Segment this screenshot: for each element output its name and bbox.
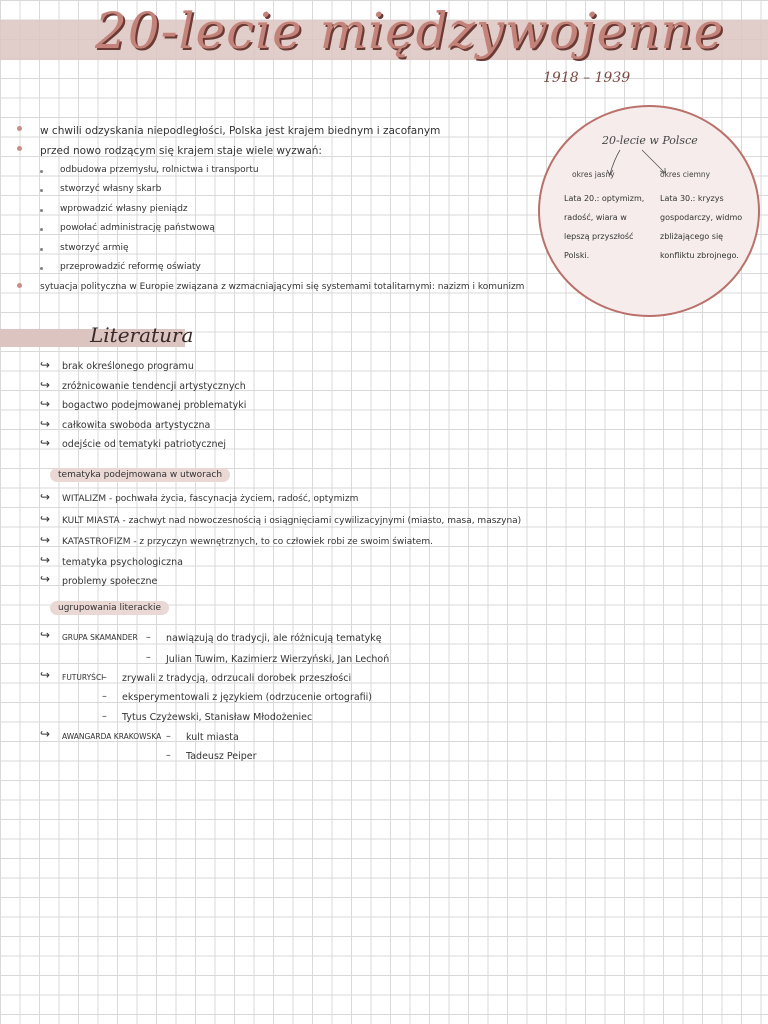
challenge-item: stworzyć własny skarb [60, 184, 162, 194]
feature-item: zróżnicowanie tendencji artystycznych [62, 381, 246, 392]
light-line: Lata 20.: optymizm, [564, 194, 645, 203]
challenge-item: wprowadzić własny pieniądz [60, 204, 188, 214]
dash: – [166, 750, 171, 761]
light-period-label: okres jasny [572, 170, 615, 179]
group-line: eksperymentowali z językiem (odrzucenie ortografii) [122, 692, 373, 703]
theme-item: KATASTROFIZM - z przyczyn wewnętrznych, to co człowiek robi ze swoim światem. [62, 537, 433, 547]
group-line: Tytus Czyżewski, Stanisław Młodożeniec [122, 712, 313, 723]
light-period-text [564, 189, 644, 265]
dark-line: Lata 30.: kryzys [660, 194, 724, 203]
arrow-icon: ↪ [40, 727, 51, 741]
sub-bullet-dot [40, 170, 43, 173]
theme-item: WITALIZM - pochwała życia, fascynacja życiem, radość, optymizm [62, 494, 359, 504]
group-name: AWANGARDA KRAKOWSKA [62, 732, 162, 741]
feature-item: odejście od tematyki patriotycznej [62, 439, 227, 450]
dark-period-text [660, 189, 742, 265]
themes-heading: tematyka podejmowana w utworach [50, 468, 230, 482]
dash: – [166, 731, 171, 742]
bullet-dot [17, 283, 22, 288]
arrow-icon: ↪ [40, 417, 51, 431]
dark-line: gospodarczy, widmo [660, 213, 743, 222]
dash: – [146, 632, 151, 643]
dark-line: zbliżającego się [660, 232, 724, 241]
light-line: lepszą przyszłość [564, 232, 634, 241]
arrow-icon: ↪ [40, 358, 51, 372]
literature-heading: Literatura [90, 323, 194, 347]
challenge-item: stworzyć armię [60, 243, 129, 253]
circle-title: 20-lecie w Polsce [602, 134, 698, 147]
arrow-icon: ↪ [40, 553, 51, 567]
dash: – [102, 672, 107, 683]
light-line: radość, wiara w [564, 213, 627, 222]
challenge-item: powołać administrację państwową [60, 223, 215, 233]
theme-item: tematyka psychologiczna [62, 557, 183, 568]
dash: – [146, 652, 151, 663]
intro-line-1: w chwili odzyskania niepodległości, Polska jest krajem biednym i zacofanym [40, 125, 441, 137]
sub-bullet-dot [40, 209, 43, 212]
challenge-item: przeprowadzić reformę oświaty [60, 262, 201, 272]
sub-bullet-dot [40, 248, 43, 251]
feature-item: bogactwo podejmowanej problematyki [62, 400, 247, 411]
group-line: zrywali z tradycją, odrzucali dorobek przeszłości [122, 673, 352, 684]
dark-line: konfliktu zbrojnego. [660, 251, 739, 260]
arrow-icon: ↪ [40, 572, 51, 586]
arrow-icon: ↪ [40, 378, 51, 392]
bullet-dot [17, 146, 22, 151]
intro-line-2: przed nowo rodzącym się krajem staje wiele wyzwań: [40, 145, 322, 157]
arrow-icon: ↪ [40, 436, 51, 450]
arrow-icon: ↪ [40, 397, 51, 411]
dash: – [102, 711, 107, 722]
theme-item: KULT MIASTA - zachwyt nad nowoczesnością i osiągnięciami cywilizacyjnymi (miasto, masa, maszyna) [62, 516, 522, 526]
theme-item: problemy społeczne [62, 576, 158, 587]
feature-item: brak określonego programu [62, 361, 194, 372]
challenge-item: odbudowa przemysłu, rolnictwa i transportu [60, 165, 259, 175]
arrow-icon: ↪ [40, 512, 51, 526]
group-line: Tadeusz Peiper [186, 751, 257, 762]
years-label: 1918 – 1939 [543, 70, 631, 86]
dash: – [102, 691, 107, 702]
page-title: 20-lecie międzywojenne [95, 2, 725, 60]
arrow-icon: ↪ [40, 490, 51, 504]
arrow-icon: ↪ [40, 628, 51, 642]
sub-bullet-dot [40, 267, 43, 270]
politics-line: sytuacja polityczna w Europie związana z wzmacniającymi się systemami totalitarnymi: nazizm i komunizm [40, 282, 525, 292]
group-line: kult miasta [186, 732, 239, 743]
bullet-dot [17, 126, 22, 131]
sub-bullet-dot [40, 189, 43, 192]
groups-heading: ugrupowania literackie [50, 601, 169, 615]
sub-bullet-dot [40, 228, 43, 231]
group-name: FUTURYŚCI [62, 673, 104, 682]
group-line: Julian Tuwim, Kazimierz Wierzyński, Jan Lechoń [166, 654, 390, 665]
group-name: GRUPA SKAMANDER [62, 633, 138, 642]
feature-item: całkowita swoboda artystyczna [62, 420, 211, 431]
group-line: nawiązują do tradycji, ale różnicują tematykę [166, 633, 382, 644]
light-line: Polski. [564, 251, 590, 260]
arrow-icon: ↪ [40, 668, 51, 682]
dark-period-label: okres ciemny [660, 170, 711, 179]
arrow-icon: ↪ [40, 533, 51, 547]
